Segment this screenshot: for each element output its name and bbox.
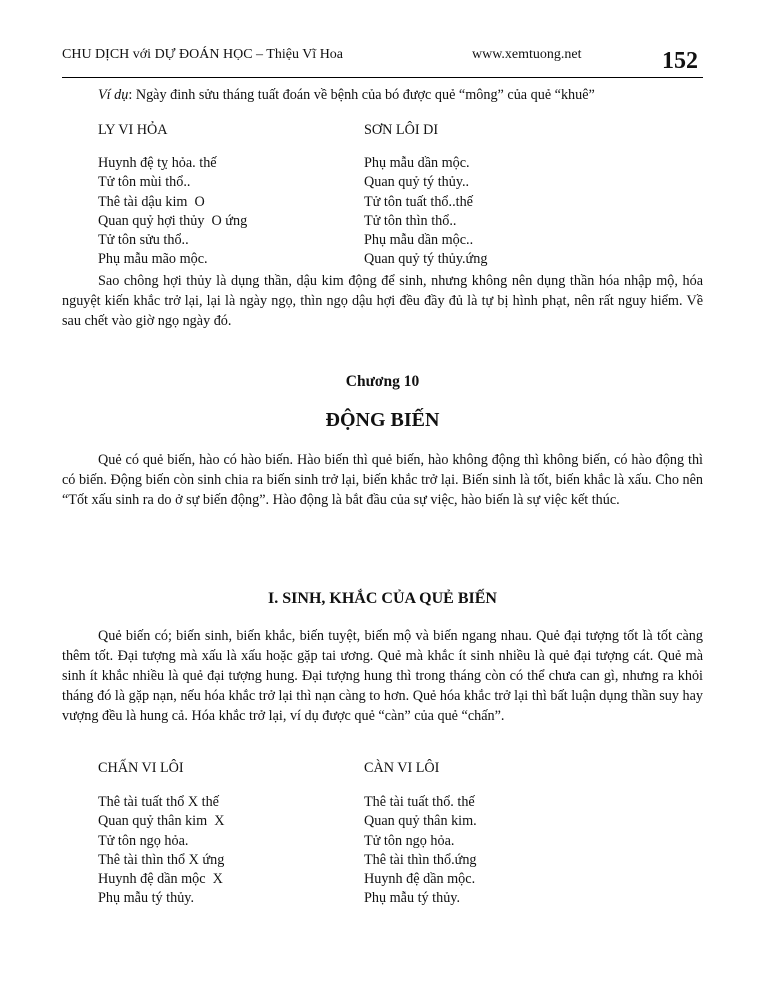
hexagram-left-lines bbox=[98, 154, 247, 270]
hexagram-line: Phụ mẫu dần mộc. bbox=[364, 155, 470, 171]
hexagram-line: Quan quỷ hợi thủy O ứng bbox=[98, 212, 248, 229]
hexagram-right-lines bbox=[364, 793, 477, 909]
hexagram-line: Phụ mẫu tý thủy. bbox=[98, 890, 195, 907]
hexagram-line: Quan quỷ tý thủy.ứng bbox=[364, 251, 488, 268]
hexagram-line: Huynh đệ dần mộc. bbox=[364, 871, 476, 888]
hexagram-line: Thê tài thìn thổ X ứng bbox=[98, 851, 225, 868]
hexagram-line: Tử tôn sửu thổ.. bbox=[98, 232, 189, 249]
example-intro bbox=[98, 87, 595, 104]
section-title: I. SINH, KHẮC CỦA QUẺ BIẾN bbox=[268, 590, 497, 607]
hexagram-line: Thê tài thìn thổ.ứng bbox=[364, 851, 477, 868]
chapter-title: ĐỘNG BIẾN bbox=[325, 409, 440, 431]
hexagram-right-title: CÀN VI LÔI bbox=[364, 760, 440, 776]
hexagram-line: Huynh đệ dần mộc X bbox=[98, 871, 223, 888]
hexagram-line: Thê tài dậu kim O bbox=[98, 193, 205, 210]
hexagram-left-lines bbox=[98, 793, 225, 909]
example-text: : Ngày đinh sửu tháng tuất đoán về bệnh của bó được quẻ “mông” của quẻ “khuê” bbox=[128, 87, 595, 103]
hexagram-line: Thê tài tuất thổ X thế bbox=[98, 794, 219, 810]
hexagram-line: Tử tôn tuất thổ..thế bbox=[364, 193, 473, 210]
chapter-intro: Quẻ có quẻ biến, hào có hào biến. Hào biến thì quẻ biến, hào không động thì không biến, có hào động thì có biến. Động biến còn sinh chia ra biến sinh trở lại, biến khắc trở lại. Biến sinh là tốt, biến khắc là xấu. Cho nên “Tốt xấu sinh ra do ở sự biến động”. Hào động là bắt đầu của sự việc, hào biến là sự việc kết thúc. bbox=[62, 452, 703, 508]
hexagram-right-lines bbox=[364, 154, 487, 270]
hexagram-line: Quan quỷ tý thủy.. bbox=[364, 174, 470, 191]
hexagram-line: Tử tôn mùi thổ.. bbox=[98, 174, 191, 191]
hexagram-line: Phụ mẫu tý thủy. bbox=[364, 890, 461, 907]
hexagram-line: Thê tài tuất thổ. thế bbox=[364, 794, 475, 810]
hexagram-line: Tử tôn ngọ hỏa. bbox=[364, 832, 455, 849]
section-paragraph: Quẻ biến có; biến sinh, biến khắc, biến tuyệt, biến mộ và biến ngang nhau. Quẻ đại tượng tốt là tốt càng thêm tốt. Đại tượng mà xấu là xấu hoặc gặp tai ương. Quẻ mà khắc ít sinh nhiều là quẻ đại tượng cát. Quẻ mà sinh ít khắc nhiều là quẻ đại tượng hung. Đại tượng hung thì trong tháng còn có thể chưa can gì, nhưng ra khỏi tháng đó là gặp nạn, nếu hóa khắc trở lại thì nạn càng to hơn. Quẻ hóa khắc trở lại thì bất luận dụng thần suy hay vượng đều là hung cả. Hóa khắc trở lại, ví dụ được quẻ “càn” của quẻ “chấn”. bbox=[62, 628, 703, 724]
hexagram-right-title: SƠN LÔI DI bbox=[364, 122, 439, 138]
hexagram-left-title: LY VI HỎA bbox=[98, 122, 168, 138]
hexagram-line: Tử tôn ngọ hỏa. bbox=[98, 832, 189, 849]
running-header-title: CHU DỊCH với DỰ ĐOÁN HỌC – Thiệu Vĩ Hoa bbox=[62, 47, 344, 62]
hexagram-line: Huynh đệ tỵ hỏa. thế bbox=[98, 155, 217, 171]
header-rule bbox=[62, 77, 703, 78]
chapter-label: Chương 10 bbox=[345, 373, 420, 390]
hexagram-line: Quan quỷ thân kim X bbox=[98, 813, 225, 830]
hexagram-left-title: CHẤN VI LÔI bbox=[98, 760, 184, 776]
hexagram-line: Phụ mẫu mão mộc. bbox=[98, 251, 208, 268]
hexagram-line: Tử tôn thìn thổ.. bbox=[364, 212, 457, 229]
example-label: Ví dụ bbox=[98, 87, 129, 103]
page-number: 152 bbox=[662, 48, 698, 74]
hexagram-line: Phụ mẫu dần mộc.. bbox=[364, 232, 474, 249]
hexagram-line: Quan quỷ thân kim. bbox=[364, 813, 477, 830]
example-explanation: Sao chông hợi thủy là dụng thần, dậu kim động để sinh, nhưng không nên dụng thần hóa nhập mộ, hóa nguyệt kiến khắc trở lại, lại là ngày ngọ, thìn ngọ dậu hợi đều đầy đủ là tự bị hình phạt, nên rất nguy hiểm. Về sau chết vào giờ ngọ ngày đó. bbox=[62, 273, 703, 329]
website-url: www.xemtuong.net bbox=[472, 47, 582, 62]
